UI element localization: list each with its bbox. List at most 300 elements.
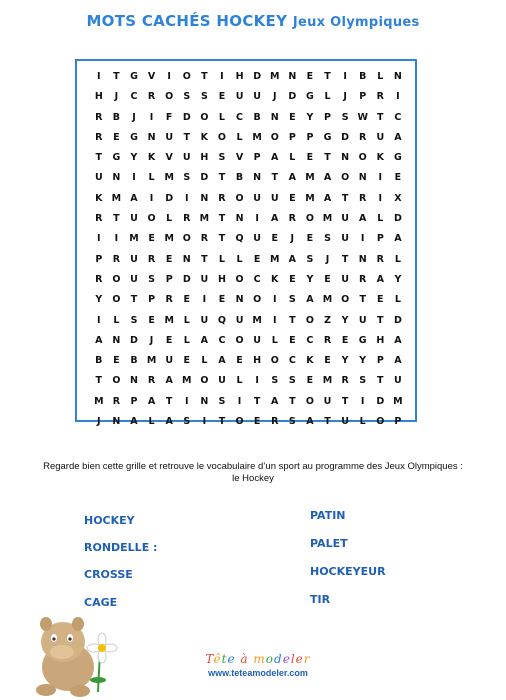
grid-letter: C: [218, 334, 226, 346]
grid-letter: M: [322, 375, 333, 387]
grid-letter: I: [184, 192, 189, 204]
grid-letter: G: [358, 334, 367, 346]
grid-letter: O: [200, 375, 209, 387]
grid-letter: M: [129, 233, 139, 245]
grid-letter: K: [147, 152, 156, 164]
grid-letter: T: [324, 416, 331, 428]
grid-letter: L: [236, 131, 243, 143]
grid-letter: G: [306, 91, 314, 103]
grid-letter: S: [218, 395, 226, 407]
grid-letter: J: [149, 334, 154, 346]
grid-letter: U: [253, 192, 261, 204]
grid-letter: E: [341, 334, 349, 346]
grid-letter: E: [306, 152, 314, 164]
grid-letter: F: [165, 111, 173, 123]
grid-letter: U: [253, 233, 261, 245]
grid-letter: U: [341, 416, 349, 428]
grid-letter: O: [305, 314, 314, 326]
grid-letter: A: [359, 213, 367, 225]
grid-letter: T: [183, 131, 190, 143]
grid-letter: U: [200, 314, 209, 326]
grid-letter: S: [183, 91, 191, 103]
grid-letter: O: [235, 273, 244, 285]
grid-letter: M: [182, 375, 192, 387]
grid-letter: N: [200, 192, 209, 204]
grid-letter: I: [237, 395, 242, 407]
grid-letter: L: [218, 253, 225, 265]
grid-letter: G: [393, 152, 402, 164]
grid-letter: A: [394, 131, 402, 143]
grid-letter: J: [272, 91, 277, 103]
grid-letter: Y: [306, 111, 314, 123]
grid-letter: R: [112, 395, 121, 407]
grid-letter: N: [288, 71, 297, 82]
grid-letter: A: [394, 334, 402, 346]
word-crosse: CROSSE: [84, 568, 133, 581]
grid-letter: S: [183, 172, 191, 184]
grid-letter: E: [253, 416, 261, 428]
grid-letter: V: [235, 152, 244, 164]
grid-letter: A: [394, 233, 402, 245]
grid-letter: P: [130, 395, 138, 407]
grid-letter: M: [199, 213, 210, 225]
grid-letter: J: [325, 253, 330, 265]
grid-letter: L: [113, 314, 120, 326]
grid-letter: G: [130, 71, 138, 82]
grid-letter: O: [341, 172, 350, 184]
grid-letter: P: [394, 416, 402, 428]
grid-letter: H: [376, 334, 385, 346]
grid-letter: A: [306, 294, 314, 306]
grid-letter: A: [147, 395, 156, 407]
grid-letter: R: [359, 192, 367, 204]
grid-letter: T: [218, 233, 226, 245]
grid-letter: R: [112, 253, 121, 265]
grid-letter: Y: [394, 273, 402, 285]
grid-letter: T: [113, 213, 120, 225]
grid-letter: I: [149, 111, 154, 123]
grid-letter: J: [343, 91, 347, 103]
grid-letter: L: [289, 152, 296, 164]
grid-letter: R: [200, 233, 209, 245]
grid-letter: R: [147, 91, 156, 103]
grid-letter: N: [235, 213, 244, 225]
grid-letter: M: [164, 233, 174, 245]
grid-letter: M: [111, 192, 122, 204]
grid-letter: N: [182, 253, 191, 265]
grid-letter: U: [94, 172, 103, 184]
grid-letter: R: [218, 192, 226, 204]
grid-letter: R: [183, 213, 191, 225]
grid-letter: Y: [341, 314, 349, 326]
grid-letter: M: [393, 395, 403, 407]
grid-letter: N: [393, 71, 402, 82]
grid-letter: D: [182, 111, 191, 123]
grid-letter: B: [359, 71, 367, 82]
grid-letter: T: [271, 172, 278, 184]
grid-letter: D: [393, 314, 402, 326]
grid-letter: E: [289, 192, 296, 204]
grid-letter: P: [376, 355, 384, 367]
grid-letter: R: [359, 131, 367, 143]
grid-letter: N: [130, 375, 138, 387]
grid-letter: T: [359, 294, 366, 306]
grid-letter: C: [288, 355, 296, 367]
grid-letter: L: [394, 253, 401, 265]
grid-letter: E: [289, 273, 296, 285]
grid-letter: A: [165, 375, 173, 387]
grid-letter: E: [289, 111, 296, 123]
grid-letter: H: [253, 355, 262, 367]
grid-letter: O: [235, 334, 244, 346]
grid-letter: P: [148, 294, 156, 306]
grid-letter: M: [146, 355, 157, 367]
grid-letter: Y: [359, 355, 367, 367]
grid-letter: M: [305, 192, 315, 204]
grid-letter: U: [200, 273, 209, 285]
grid-letter: M: [270, 253, 280, 265]
grid-letter: M: [164, 172, 174, 184]
grid-letter: I: [360, 395, 365, 407]
grid-letter: N: [341, 152, 350, 164]
grid-letter: U: [253, 91, 261, 103]
grid-letter: C: [236, 111, 244, 123]
grid-letter: K: [95, 192, 103, 204]
grid-letter: T: [201, 71, 208, 82]
grid-letter: L: [236, 253, 243, 265]
grid-letter: E: [236, 355, 243, 367]
grid-letter: S: [288, 416, 296, 428]
grid-letter: O: [253, 294, 262, 306]
grid-letter: Q: [235, 233, 244, 245]
word-patin: PATIN: [310, 509, 346, 522]
grid-letter: S: [148, 273, 155, 285]
grid-letter: E: [394, 172, 402, 184]
grid-letter: G: [323, 131, 332, 143]
grid-letter: U: [130, 273, 138, 285]
grid-letter: Z: [324, 314, 331, 326]
grid-letter: D: [253, 71, 262, 82]
grid-letter: R: [165, 294, 173, 306]
grid-letter: I: [360, 233, 365, 245]
grid-letter: A: [271, 395, 279, 407]
grid-letter: U: [130, 213, 138, 225]
word-search-frame: [75, 59, 417, 428]
grid-letter: S: [271, 375, 279, 387]
grid-letter: T: [377, 314, 384, 326]
grid-letter: L: [324, 91, 331, 103]
grid-letter: N: [358, 172, 367, 184]
grid-letter: V: [165, 152, 173, 164]
grid-letter: N: [253, 172, 262, 184]
grid-letter: E: [306, 375, 314, 387]
grid-letter: S: [218, 152, 226, 164]
grid-letter: S: [130, 314, 138, 326]
grid-letter: Q: [217, 314, 226, 326]
grid-letter: T: [377, 111, 384, 123]
grid-letter: E: [218, 91, 226, 103]
grid-letter: W: [357, 111, 368, 123]
grid-letter: K: [271, 273, 279, 285]
grid-letter: H: [217, 273, 226, 285]
grid-letter: O: [341, 294, 350, 306]
grid-letter: N: [147, 131, 156, 143]
instructions: Regarde bien cette grille et retrouve le vocabulaire d’un sport au programme des Jeux Olympiques : le Hockey: [43, 461, 463, 484]
grid-letter: E: [148, 314, 155, 326]
grid-letter: I: [378, 192, 383, 204]
grid-letter: L: [201, 355, 208, 367]
grid-letter: L: [377, 213, 384, 225]
grid-letter: U: [165, 355, 174, 367]
grid-letter: L: [218, 111, 225, 123]
grid-letter: V: [147, 71, 156, 82]
grid-letter: T: [201, 253, 208, 265]
grid-letter: L: [166, 213, 173, 225]
grid-letter: I: [167, 71, 171, 82]
grid-letter: O: [200, 111, 209, 123]
grid-letter: T: [95, 152, 103, 164]
grid-letter: R: [359, 273, 367, 285]
grid-letter: O: [165, 91, 174, 103]
grid-letter: N: [235, 294, 244, 306]
grid-letter: C: [130, 91, 138, 103]
grid-letter: P: [359, 91, 367, 103]
grid-letter: S: [306, 253, 314, 265]
grid-letter: I: [97, 314, 101, 326]
grid-letter: R: [95, 131, 103, 143]
grid-letter: E: [113, 131, 120, 143]
title-main: MOTS CACHÉS HOCKEY: [86, 12, 288, 30]
grid-letter: E: [165, 253, 173, 265]
grid-letter: T: [341, 395, 349, 407]
grid-letter: O: [182, 71, 191, 82]
grid-letter: U: [235, 91, 244, 103]
logo-text: Tête à modeler: [205, 652, 311, 666]
grid-letter: U: [341, 213, 349, 225]
grid-letter: B: [95, 355, 103, 367]
grid-letter: S: [288, 294, 296, 306]
grid-letter: O: [182, 233, 191, 245]
grid-letter: O: [235, 416, 244, 428]
grid-letter: M: [322, 213, 333, 225]
grid-letter: T: [377, 375, 384, 387]
grid-letter: I: [272, 294, 277, 306]
grid-letter: I: [132, 172, 136, 184]
grid-letter: A: [323, 192, 332, 204]
grid-letter: P: [376, 233, 384, 245]
word-palet: PALET: [310, 537, 348, 550]
grid-letter: E: [377, 294, 384, 306]
grid-letter: U: [130, 253, 138, 265]
word-cage: CAGE: [84, 596, 118, 609]
grid-letter: B: [235, 172, 244, 184]
grid-letter: T: [130, 294, 138, 306]
grid-letter: D: [393, 213, 402, 225]
grid-letter: R: [323, 334, 332, 346]
word-rondelle: RONDELLE :: [84, 541, 158, 554]
grid-letter: R: [147, 253, 156, 265]
grid-letter: A: [130, 416, 138, 428]
grid-letter: A: [130, 192, 138, 204]
grid-letter: I: [184, 395, 189, 407]
grid-letter: E: [324, 355, 331, 367]
grid-letter: J: [114, 91, 119, 103]
grid-letter: S: [359, 375, 367, 387]
site-url: www.teteamodeler.com: [208, 668, 308, 678]
grid-letter: S: [341, 111, 349, 123]
grid-letter: R: [147, 375, 156, 387]
grid-letter: T: [253, 395, 261, 407]
grid-letter: E: [253, 253, 261, 265]
grid-letter: N: [112, 416, 121, 428]
grid-letter: I: [272, 314, 277, 326]
grid-letter: J: [132, 111, 136, 123]
grid-letter: O: [270, 131, 279, 143]
grid-letter: Y: [130, 152, 138, 164]
grid-letter: L: [183, 334, 190, 346]
grid-letter: I: [220, 71, 224, 82]
grid-letter: U: [253, 334, 261, 346]
title-sub: Jeux Olympiques: [292, 15, 420, 30]
grid-letter: T: [341, 192, 349, 204]
grid-letter: T: [95, 375, 103, 387]
grid-letter: O: [376, 416, 385, 428]
grid-letter: O: [235, 192, 244, 204]
grid-letter: E: [165, 334, 173, 346]
grid-letter: D: [376, 395, 385, 407]
grid-letter: B: [112, 111, 121, 123]
grid-letter: T: [324, 152, 331, 164]
grid-letter: N: [112, 172, 121, 184]
grid-letter: U: [218, 375, 226, 387]
grid-letter: C: [306, 334, 314, 346]
grid-letter: P: [306, 131, 314, 143]
grid-letter: S: [324, 233, 331, 245]
grid-letter: U: [358, 314, 367, 326]
grid-letter: S: [200, 91, 208, 103]
grid-letter: E: [271, 233, 278, 245]
grid-letter: I: [343, 71, 347, 82]
grid-letter: U: [270, 192, 279, 204]
grid-letter: U: [165, 131, 174, 143]
grid-letter: R: [95, 213, 103, 225]
grid-letter: S: [288, 375, 296, 387]
word-hockeyeur: HOCKEYEUR: [310, 565, 386, 578]
grid-letter: X: [394, 192, 402, 204]
grid-letter: P: [288, 131, 296, 143]
grid-letter: U: [323, 395, 332, 407]
grid-letter: R: [376, 91, 384, 103]
grid-letter: E: [148, 233, 155, 245]
grid-letter: T: [289, 395, 296, 407]
grid-letter: T: [324, 71, 331, 82]
grid-letter: C: [394, 111, 402, 123]
grid-letter: L: [183, 314, 190, 326]
grid-letter: R: [376, 253, 384, 265]
grid-letter: L: [359, 416, 366, 428]
grid-letter: H: [94, 91, 103, 103]
grid-letter: M: [322, 294, 333, 306]
grid-letter: I: [97, 233, 101, 245]
grid-letter: T: [218, 416, 226, 428]
grid-letter: N: [358, 253, 367, 265]
grid-letter: L: [148, 416, 155, 428]
grid-letter: M: [164, 314, 174, 326]
grid-letter: O: [112, 375, 121, 387]
grid-letter: I: [202, 294, 207, 306]
grid-letter: A: [95, 334, 103, 346]
grid-letter: I: [255, 375, 259, 387]
grid-letter: K: [200, 131, 209, 143]
site-logo: [188, 652, 328, 678]
grid-letter: O: [217, 131, 226, 143]
grid-letter: N: [112, 334, 121, 346]
grid-letter: R: [271, 416, 279, 428]
grid-letter: I: [255, 213, 259, 225]
grid-letter: B: [130, 355, 138, 367]
grid-letter: O: [358, 152, 367, 164]
page-title: [0, 12, 506, 30]
grid-letter: H: [235, 71, 244, 82]
grid-letter: T: [113, 71, 120, 82]
grid-letter: I: [202, 416, 207, 428]
grid-letter: J: [290, 233, 295, 245]
grid-letter: A: [200, 334, 209, 346]
grid-letter: E: [113, 355, 120, 367]
grid-letter: N: [270, 111, 279, 123]
grid-letter: T: [218, 213, 226, 225]
grid-letter: Y: [341, 355, 349, 367]
grid-letter: D: [165, 192, 174, 204]
grid-letter: T: [289, 314, 296, 326]
grid-letter: R: [95, 111, 103, 123]
grid-letter: N: [200, 395, 209, 407]
grid-letter: G: [112, 152, 121, 164]
grid-letter: U: [341, 233, 349, 245]
grid-letter: A: [288, 172, 296, 184]
grid-letter: O: [147, 213, 156, 225]
grid-letter: P: [253, 152, 261, 164]
word-tir: TIR: [310, 593, 331, 606]
grid-letter: L: [394, 294, 401, 306]
grid-letter: A: [376, 273, 384, 285]
grid-letter: M: [252, 314, 262, 326]
grid-letter: M: [252, 131, 262, 143]
grid-letter: I: [378, 172, 383, 184]
grid-letter: P: [95, 253, 103, 265]
word-hockey: HOCKEY: [84, 514, 135, 527]
grid-letter: M: [94, 395, 104, 407]
grid-letter: I: [97, 71, 101, 82]
grid-letter: O: [305, 395, 314, 407]
grid-letter: A: [288, 253, 296, 265]
grid-letter: D: [200, 172, 209, 184]
grid-letter: A: [394, 355, 402, 367]
grid-letter: E: [218, 294, 226, 306]
grid-letter: I: [149, 192, 154, 204]
grid-letter: T: [218, 172, 226, 184]
grid-letter: A: [165, 416, 173, 428]
grid-letter: U: [235, 314, 244, 326]
grid-letter: D: [182, 273, 191, 285]
grid-letter: E: [289, 334, 296, 346]
grid-letter: J: [97, 416, 101, 428]
hippo-mascot-illustration: [28, 612, 128, 697]
grid-letter: A: [306, 416, 314, 428]
grid-letter: L: [377, 71, 384, 82]
grid-letter: E: [183, 294, 191, 306]
grid-letter: I: [396, 91, 400, 103]
